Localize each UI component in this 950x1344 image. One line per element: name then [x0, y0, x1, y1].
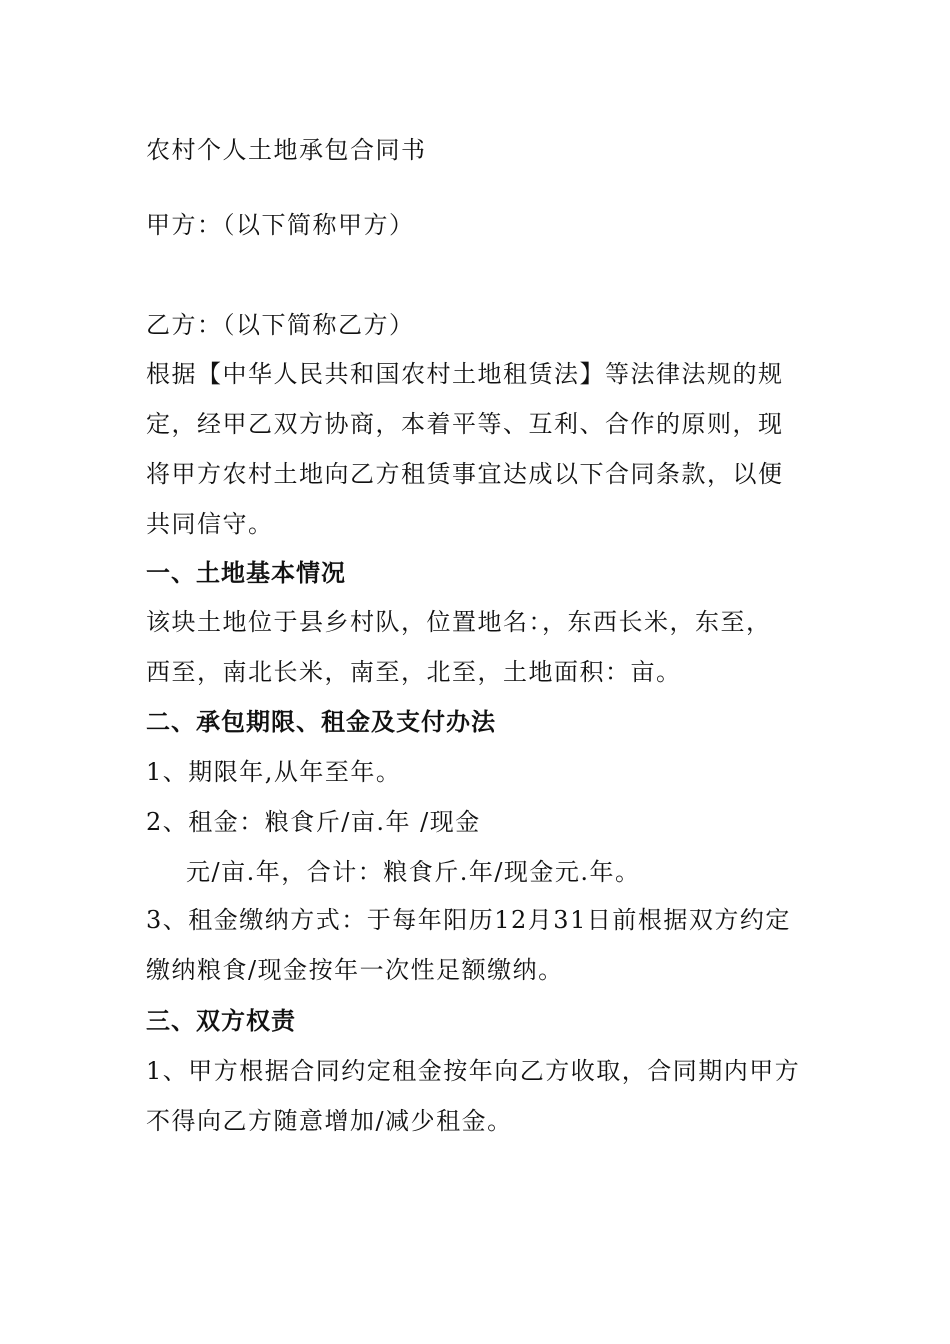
section-3-line: 不得向乙方随意增加/减少租金。 [146, 1107, 513, 1135]
section-heading-3: 三、双方权责 [146, 1007, 296, 1035]
section-heading-2: 二、承包期限、租金及支付办法 [146, 708, 496, 736]
intro-line: 将甲方农村土地向乙方租赁事宜达成以下合同条款，以便 [146, 460, 784, 488]
section-3-line: 1、甲方根据合同约定租金按年向乙方收取，合同期内甲方 [146, 1057, 801, 1085]
document-title: 农村个人土地承包合同书 [146, 136, 427, 164]
party-b-line: 乙方：（以下简称乙方） [146, 311, 415, 339]
section-2-line: 元/亩.年，合计：粮食斤.年/现金元.年。 [186, 858, 641, 886]
party-a-line: 甲方：（以下简称甲方） [146, 211, 415, 239]
section-1-line: 该块土地位于县乡村队，位置地名：，东西长米，东至， [146, 608, 772, 636]
section-2-line: 缴纳粮食/现金按年一次性足额缴纳。 [146, 956, 564, 984]
intro-line: 定，经甲乙双方协商，本着平等、互利、合作的原则，现 [146, 410, 784, 438]
section-2-line: 3、租金缴纳方式：于每年阳历12月31日前根据双方约定 [146, 906, 791, 934]
section-heading-1: 一、土地基本情况 [146, 559, 346, 587]
section-2-line: 1、期限年,从年至年。 [146, 758, 402, 786]
intro-line: 根据【中华人民共和国农村土地租赁法】等法律法规的规 [146, 360, 784, 388]
section-2-line: 2、租金：粮食斤/亩.年 /现金 [146, 808, 481, 836]
intro-line: 共同信守。 [146, 510, 274, 538]
section-1-line: 西至，南北长米，南至，北至，土地面积：亩。 [146, 658, 682, 686]
